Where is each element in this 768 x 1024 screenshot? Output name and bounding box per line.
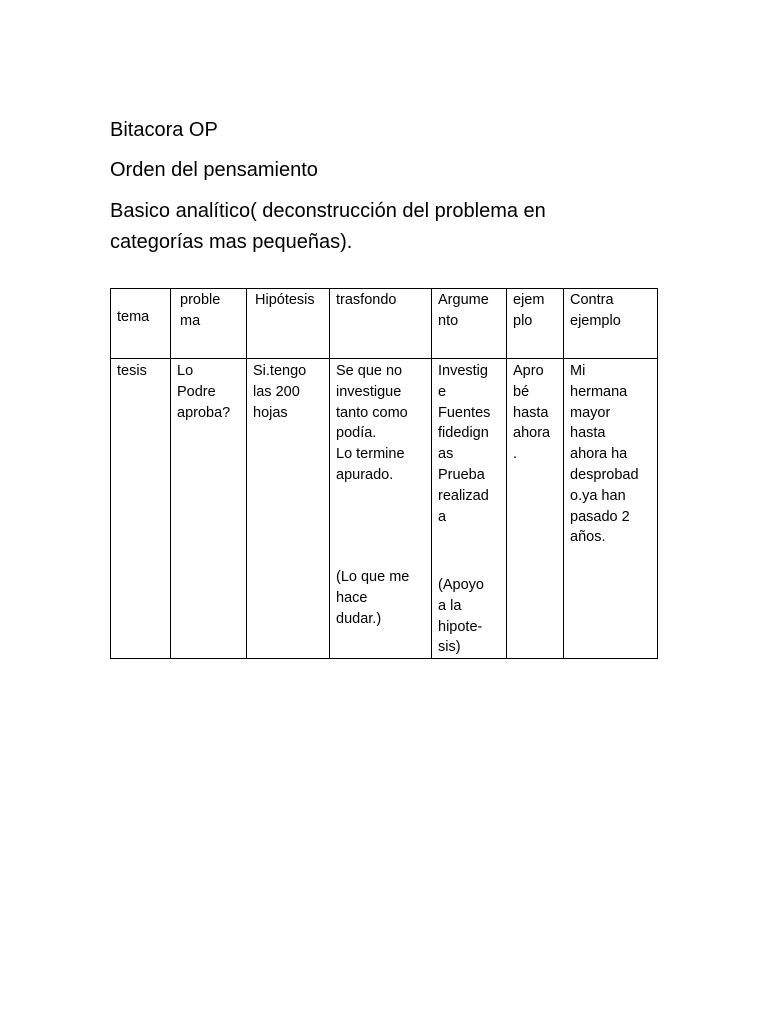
cell-line: Prueba <box>438 466 485 483</box>
cell-line: investigue <box>336 383 402 400</box>
cell-line: as <box>438 446 454 463</box>
cell-line: años. <box>570 529 606 546</box>
cell-line: ahora ha <box>570 446 628 463</box>
table-border-left <box>110 288 111 659</box>
cell-problema <box>177 361 230 423</box>
description-line-1: Basico analítico( deconstrucción del problema en <box>110 200 546 222</box>
cell-line: Mi <box>570 363 586 379</box>
cell-line: tanto como <box>336 404 408 421</box>
cell-line: las 200 <box>253 383 300 400</box>
header-problema <box>180 290 220 332</box>
cell-line: podía. <box>336 425 377 442</box>
cell-line: Investig <box>438 363 488 379</box>
header-argumento-line-2: nto <box>438 312 459 329</box>
column-divider <box>563 288 564 659</box>
cell-line: o.ya han <box>570 487 626 504</box>
cell-line: (Apoyo <box>438 577 484 593</box>
header-ejemplo-line-1: ejem <box>513 292 545 308</box>
cell-trasfondo <box>336 361 408 486</box>
header-problema-line-1: proble <box>180 292 221 308</box>
table-border-bottom <box>110 658 658 659</box>
cell-line: sis) <box>438 639 461 656</box>
cell-line: hasta <box>570 425 606 442</box>
header-problema-line-2: ma <box>180 312 201 329</box>
header-contraejemplo <box>570 290 621 332</box>
cell-line: a <box>438 508 447 525</box>
header-ejemplo <box>513 290 544 332</box>
cell-line: hasta <box>513 404 549 421</box>
column-divider <box>431 288 432 659</box>
cell-line: desprobad <box>570 466 639 483</box>
cell-line: hermana <box>570 383 628 400</box>
cell-line: Lo termine <box>336 446 405 463</box>
cell-line: e <box>438 383 447 400</box>
cell-line: Lo <box>177 363 194 379</box>
header-argumento <box>438 290 489 332</box>
cell-line: Apro <box>513 363 544 379</box>
cell-line: realizad <box>438 487 489 504</box>
column-divider <box>170 288 171 659</box>
document-description <box>110 195 546 258</box>
table-border-right <box>657 288 658 659</box>
table-border-top <box>110 288 658 289</box>
cell-line: pasado 2 <box>570 508 630 525</box>
cell-line: Podre <box>177 383 216 400</box>
cell-line: mayor <box>570 404 611 421</box>
header-tema: tema <box>117 309 150 325</box>
column-divider <box>246 288 247 659</box>
cell-line: hipote- <box>438 618 483 635</box>
document-title: Bitacora OP <box>110 119 218 141</box>
cell-trasfondo-note <box>336 567 409 629</box>
header-trasfondo: trasfondo <box>336 292 397 308</box>
cell-line: aproba? <box>177 404 231 421</box>
cell-argumento <box>438 361 490 527</box>
cell-line: fidedign <box>438 425 489 442</box>
cell-line: hojas <box>253 404 288 421</box>
description-line-2: categorías mas pequeñas). <box>110 231 353 253</box>
cell-line: Fuentes <box>438 404 491 421</box>
cell-line: dudar.) <box>336 610 382 627</box>
cell-contraejemplo <box>570 361 639 548</box>
cell-line: Si.tengo <box>253 363 307 379</box>
table-border-middle <box>110 358 658 359</box>
header-hipotesis: Hipótesis <box>255 292 315 308</box>
cell-argumento-note <box>438 575 484 658</box>
cell-line: hace <box>336 589 368 606</box>
cell-tema: tesis <box>117 363 147 379</box>
cell-line: apurado. <box>336 466 394 483</box>
cell-line: bé <box>513 383 530 400</box>
header-contra-line-1: Contra <box>570 292 614 308</box>
header-contra-line-2: ejemplo <box>570 312 621 329</box>
cell-hipotesis <box>253 361 306 423</box>
document-subtitle: Orden del pensamiento <box>110 159 318 181</box>
header-ejemplo-line-2: plo <box>513 312 533 329</box>
cell-line: (Lo que me <box>336 569 410 585</box>
cell-line: . <box>513 446 518 463</box>
cell-ejemplo <box>513 361 550 465</box>
cell-line: ahora <box>513 425 551 442</box>
column-divider <box>506 288 507 659</box>
column-divider <box>329 288 330 659</box>
cell-line: Se que no <box>336 363 403 379</box>
header-argumento-line-1: Argume <box>438 292 489 308</box>
cell-line: a la <box>438 597 462 614</box>
